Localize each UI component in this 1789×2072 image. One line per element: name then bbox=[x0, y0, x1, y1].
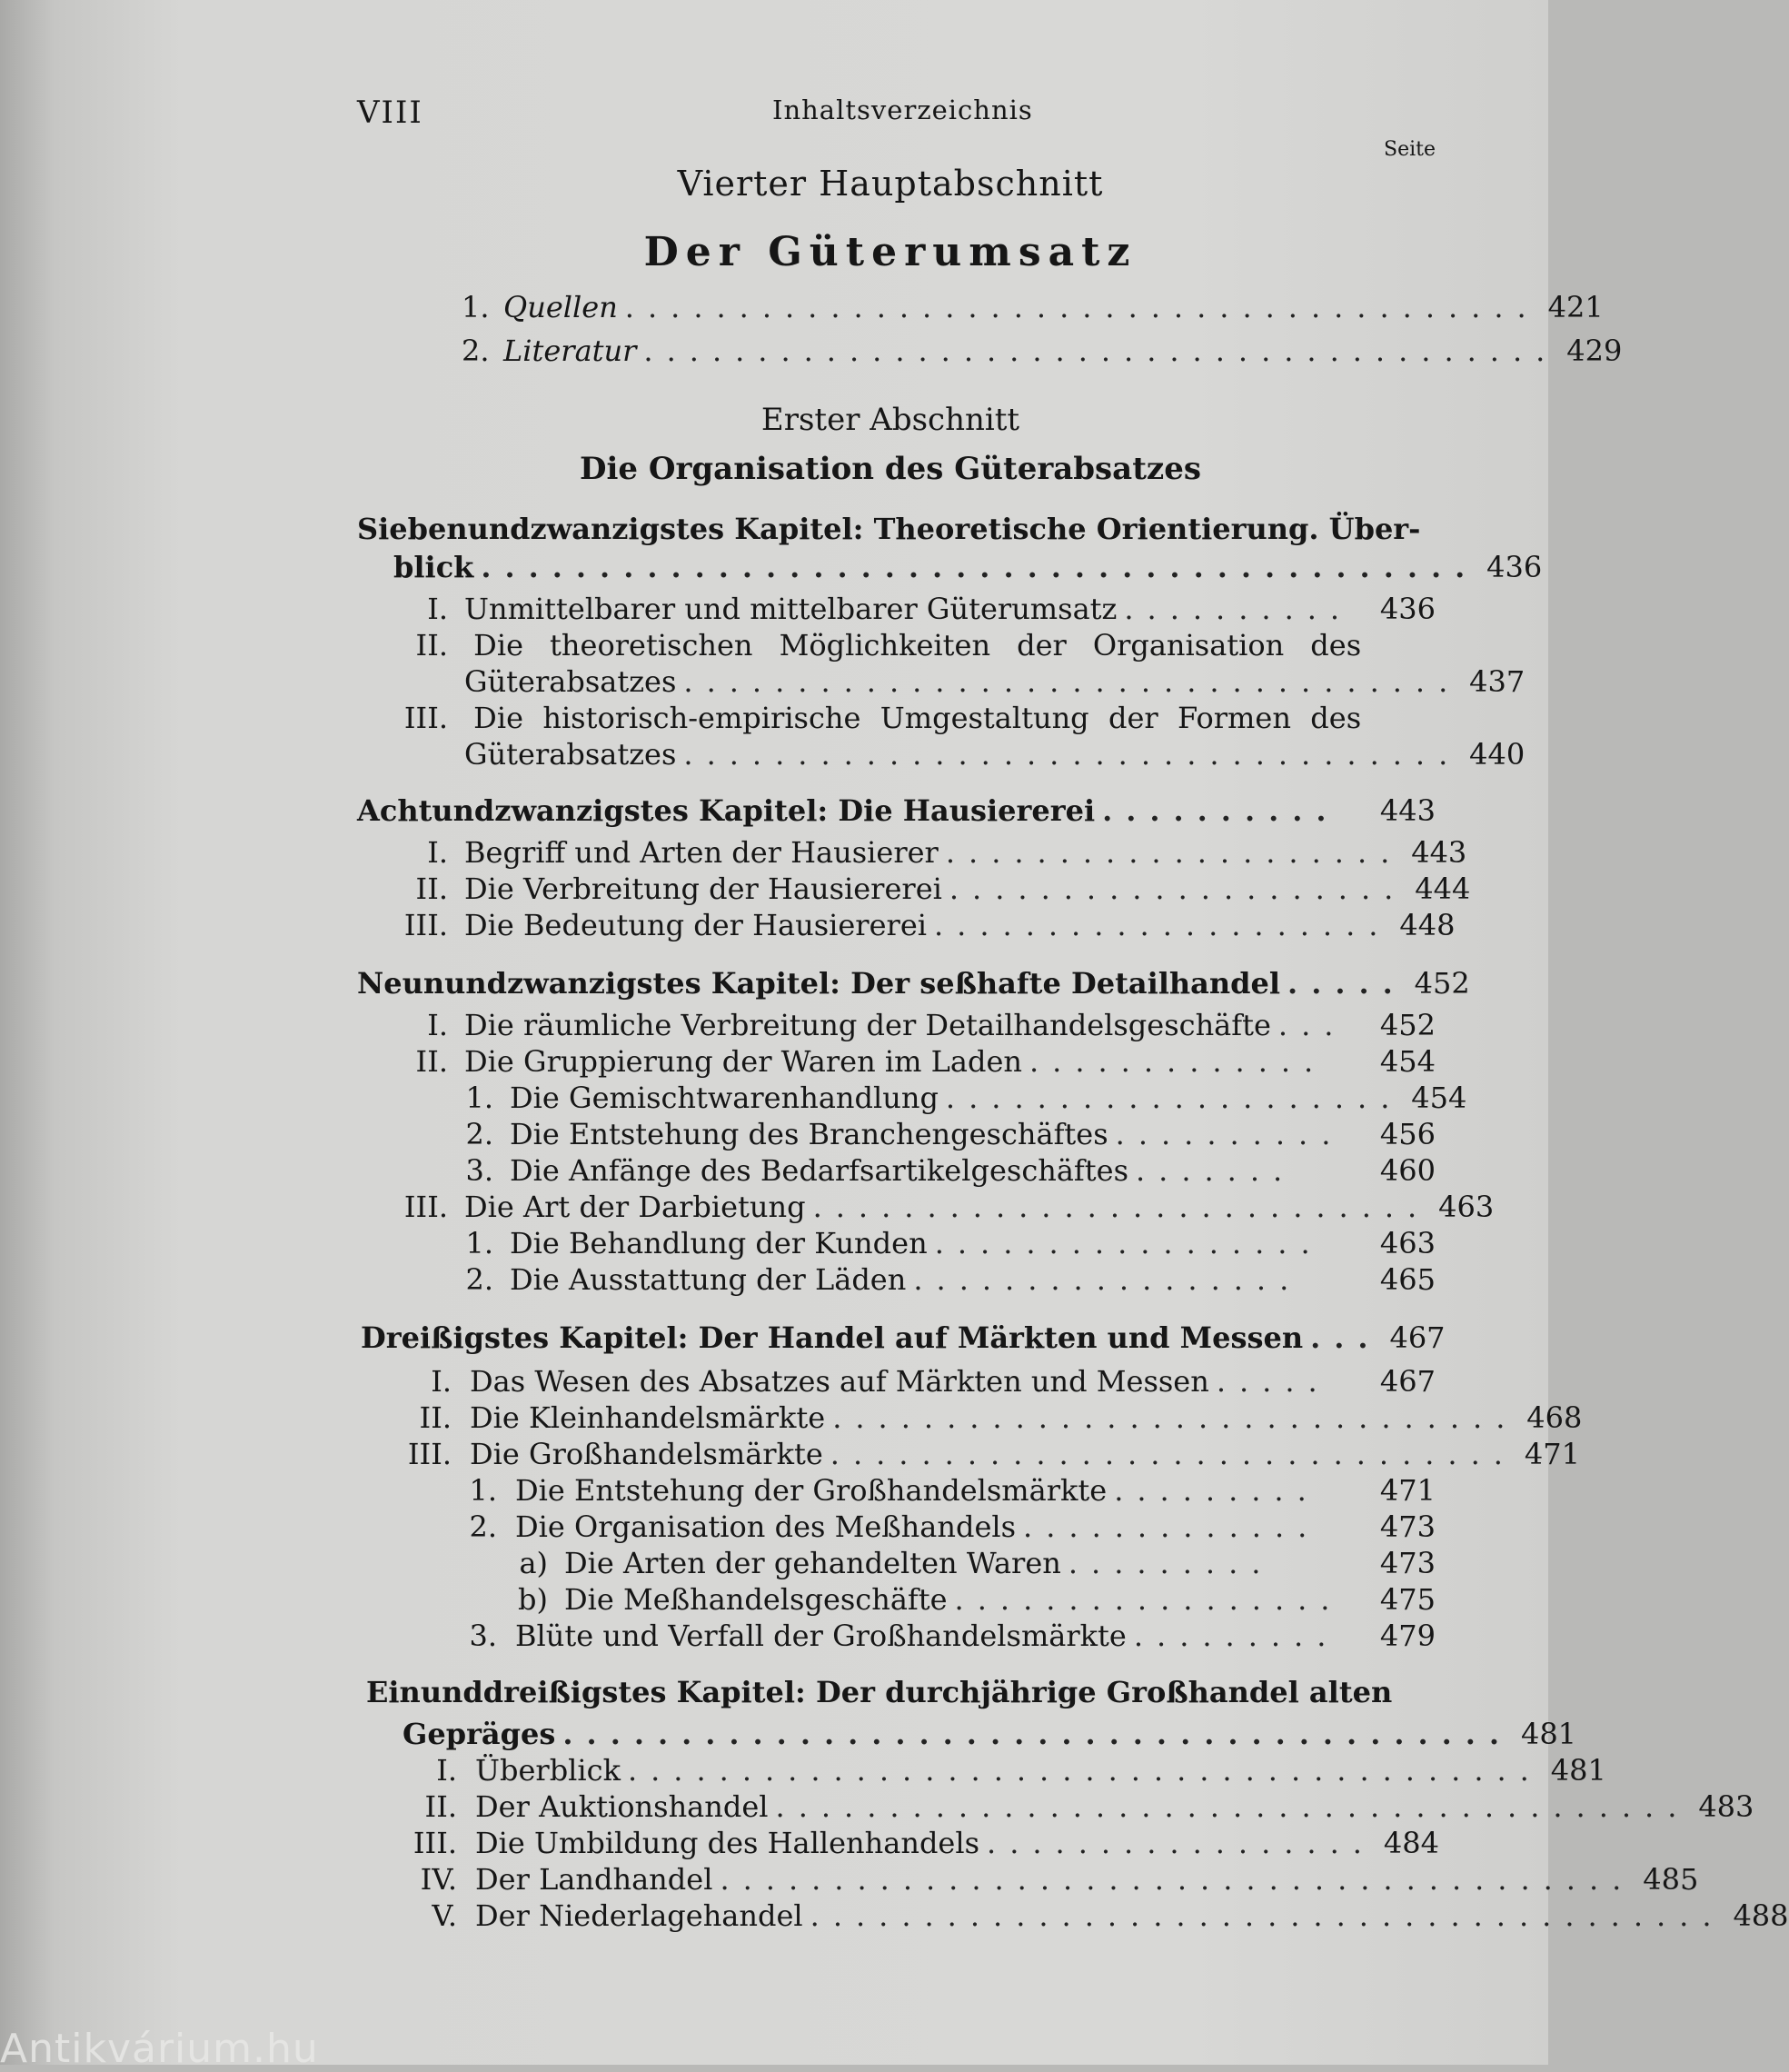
section-title: Die Organisation des Güterabsatzes bbox=[579, 451, 1202, 487]
entry-page: 443 bbox=[1411, 835, 1467, 870]
entry-page: 473 bbox=[1379, 1509, 1436, 1544]
entry-page: 436 bbox=[1379, 592, 1436, 626]
entry-title: Die Kleinhandelsmärkte bbox=[470, 1400, 826, 1435]
chapter-page: 443 bbox=[1379, 793, 1436, 828]
leader-dots: ........................... bbox=[812, 1190, 1431, 1224]
chapter-27-title-line1: Siebenundzwanzigstes Kapitel: Theoretische Orientierung. Über- bbox=[357, 512, 1421, 546]
entry-title: Die Großhandelsmärkte bbox=[470, 1437, 823, 1471]
toc-entry bbox=[357, 907, 1456, 943]
leader-dots: ......... bbox=[1133, 1619, 1340, 1653]
toc-entry-multiline bbox=[357, 627, 1436, 663]
entry-page: 444 bbox=[1415, 872, 1471, 906]
toc-entry-sub bbox=[357, 1472, 1436, 1509]
leader-dots: .................... bbox=[945, 1081, 1404, 1115]
chapter-31-entry bbox=[357, 1716, 1577, 1752]
leader-dots: ........................................ bbox=[643, 334, 1559, 368]
entry-page: 485 bbox=[1643, 1862, 1699, 1897]
entry-page: 429 bbox=[1566, 334, 1623, 368]
entry-number: III. bbox=[403, 908, 448, 942]
toc-entry-sub bbox=[357, 1116, 1436, 1152]
entry-page: 465 bbox=[1379, 1262, 1436, 1297]
leader-dots: .............................. bbox=[832, 1400, 1519, 1435]
leader-dots: ..... bbox=[1287, 966, 1406, 1001]
entry-page: 481 bbox=[1550, 1753, 1606, 1788]
chapter-title: Dreißigstes Kapitel: Der Handel auf Märkten und Messen bbox=[361, 1320, 1304, 1355]
running-title: Inhaltsverzeichnis bbox=[772, 95, 1033, 125]
toc-entry bbox=[357, 1043, 1436, 1080]
leader-dots: ......... bbox=[1114, 1473, 1320, 1508]
entry-page: 473 bbox=[1379, 1546, 1436, 1580]
entry-number: 1. bbox=[469, 1473, 497, 1508]
toc-entry bbox=[357, 1752, 1606, 1788]
entry-title: Begriff und Arten der Hausierer bbox=[464, 835, 939, 870]
chapter-page: 452 bbox=[1414, 966, 1470, 1001]
entry-page: 456 bbox=[1379, 1117, 1436, 1151]
entry-title: Die Art der Darbietung bbox=[464, 1190, 806, 1224]
entry-number: I. bbox=[427, 1008, 448, 1042]
watermark: Antikvárium.hu bbox=[0, 2026, 319, 2072]
toc-entry bbox=[357, 1189, 1495, 1225]
chapter-title: Neunundzwanzigstes Kapitel: Der seßhafte Detailhandel bbox=[357, 966, 1281, 1001]
toc-entry-subsub bbox=[357, 1581, 1436, 1618]
entry-number: 3. bbox=[465, 1153, 493, 1188]
leader-dots: ........................................ bbox=[627, 1753, 1543, 1788]
entry-title: Güterabsatzes bbox=[464, 664, 677, 699]
entry-number: II. bbox=[415, 628, 448, 662]
entry-number: III. bbox=[412, 1826, 457, 1860]
chapter-31-title-line1: Einunddreißigstes Kapitel: Der durchjährige Großhandel alten bbox=[366, 1675, 1393, 1709]
entry-page: 463 bbox=[1379, 1226, 1436, 1260]
entry-number: I. bbox=[427, 835, 448, 870]
part-title: Der Güterumsatz bbox=[643, 229, 1138, 275]
entry-page: 471 bbox=[1379, 1473, 1436, 1508]
entry-page: 460 bbox=[1379, 1153, 1436, 1188]
leader-dots: ......... bbox=[1068, 1546, 1275, 1580]
toc-entry-continuation bbox=[357, 663, 1526, 700]
entry-title-line1: Die theoretischen Möglichkeiten der Organisation des bbox=[473, 628, 1362, 662]
toc-entry bbox=[357, 1898, 1789, 1934]
toc-entry bbox=[357, 1007, 1436, 1043]
leader-dots: .................... bbox=[934, 908, 1392, 942]
entry-title: Der Auktionshandel bbox=[475, 1789, 769, 1824]
entry-title: Die Ausstattung der Läden bbox=[510, 1262, 907, 1297]
entry-title: Die Entstehung des Branchengeschäftes bbox=[510, 1117, 1108, 1151]
entry-number: II. bbox=[419, 1400, 452, 1435]
chapter-page: 436 bbox=[1486, 550, 1543, 584]
leader-dots: .................... bbox=[945, 835, 1404, 870]
page-folio: VIII bbox=[357, 95, 423, 131]
toc-entry-sub bbox=[357, 1080, 1467, 1116]
entry-title: Güterabsatzes bbox=[464, 737, 677, 772]
section-label: Erster Abschnitt bbox=[760, 402, 1020, 438]
entry-page: 468 bbox=[1526, 1400, 1583, 1435]
entry-title: Quellen bbox=[503, 290, 618, 324]
entry-page: 479 bbox=[1379, 1619, 1436, 1653]
chapter-29-entry bbox=[357, 965, 1470, 1001]
entry-number: 1. bbox=[465, 1081, 493, 1115]
leader-dots: .......................................... bbox=[481, 550, 1479, 584]
leader-dots: ... bbox=[1277, 1008, 1347, 1042]
entry-title: Der Landhandel bbox=[475, 1862, 713, 1897]
chapter-title: Achtundzwanzigstes Kapitel: Die Hausiererei bbox=[357, 793, 1096, 828]
toc-entry-sub bbox=[357, 1618, 1436, 1654]
toc-entry bbox=[357, 1825, 1439, 1861]
entry-number: 2. bbox=[465, 1117, 493, 1151]
entry-number: a) bbox=[519, 1546, 548, 1580]
entry-title: Blüte und Verfall der Großhandelsmärkte bbox=[515, 1619, 1127, 1653]
entry-number: II. bbox=[415, 1044, 448, 1079]
leader-dots: .................................. bbox=[683, 664, 1462, 699]
entry-title: Die Meßhandelsgeschäfte bbox=[564, 1582, 948, 1617]
chapter-page: 481 bbox=[1520, 1717, 1577, 1751]
entry-number: II. bbox=[415, 872, 448, 906]
entry-page: 467 bbox=[1379, 1364, 1436, 1399]
chapter-28-entry bbox=[357, 792, 1436, 829]
leader-dots: ................. bbox=[913, 1262, 1303, 1297]
entry-page: 488 bbox=[1733, 1898, 1789, 1933]
toc-entry bbox=[357, 1861, 1699, 1898]
leader-dots: ....... bbox=[1135, 1153, 1297, 1188]
entry-number: 2. bbox=[469, 1509, 497, 1544]
entry-title: Die Verbreitung der Hausiererei bbox=[464, 872, 942, 906]
entry-page: 448 bbox=[1399, 908, 1456, 942]
entry-title: Die Bedeutung der Hausiererei bbox=[464, 908, 927, 942]
toc-entry-continuation bbox=[357, 736, 1526, 772]
entry-title: Literatur bbox=[503, 334, 637, 368]
entry-page: 452 bbox=[1379, 1008, 1436, 1042]
leader-dots: ........................................ bbox=[775, 1789, 1691, 1824]
leader-dots: ............. bbox=[1023, 1509, 1321, 1544]
entry-title-line1: Die historisch-empirische Umgestaltung der Formen des bbox=[473, 701, 1362, 735]
leader-dots: .......... bbox=[1124, 592, 1354, 626]
entry-number: III. bbox=[403, 1190, 448, 1224]
toc-entry-quellen: 1. Quellen ........................................ 421 bbox=[462, 290, 1604, 324]
entry-number: V. bbox=[432, 1898, 457, 1933]
toc-entry bbox=[357, 871, 1471, 907]
chapter-27-entry bbox=[357, 549, 1543, 585]
entry-title: Die Organisation des Meßhandels bbox=[515, 1509, 1017, 1544]
entry-page: 440 bbox=[1469, 737, 1526, 772]
entry-title: Das Wesen des Absatzes auf Märkten und Messen bbox=[470, 1364, 1209, 1399]
entry-number: 2. bbox=[465, 1262, 493, 1297]
leader-dots: ........................................ bbox=[810, 1898, 1725, 1933]
entry-number: I. bbox=[431, 1364, 452, 1399]
entry-title: Der Niederlagehandel bbox=[475, 1898, 803, 1933]
entry-number: 1. bbox=[465, 1226, 493, 1260]
toc-entry-sub bbox=[357, 1261, 1436, 1298]
entry-page: 421 bbox=[1547, 290, 1604, 324]
chapter-30-entry bbox=[357, 1320, 1446, 1356]
chapter-title: Gepräges bbox=[403, 1717, 556, 1751]
leader-dots: ........................................ bbox=[562, 1717, 1514, 1751]
entry-page: 483 bbox=[1698, 1789, 1754, 1824]
entry-title: Die Arten der gehandelten Waren bbox=[564, 1546, 1061, 1580]
entry-page: 484 bbox=[1383, 1826, 1439, 1860]
toc-entry-sub bbox=[357, 1152, 1436, 1189]
toc-entry-sub bbox=[357, 1225, 1436, 1261]
entry-title: Die Entstehung der Großhandelsmärkte bbox=[515, 1473, 1108, 1508]
chapter-title: blick bbox=[393, 550, 474, 584]
chapter-page: 467 bbox=[1389, 1320, 1446, 1355]
entry-page: 454 bbox=[1411, 1081, 1467, 1115]
entry-page: 437 bbox=[1469, 664, 1526, 699]
entry-page: 471 bbox=[1524, 1437, 1580, 1471]
leader-dots: .............................. bbox=[830, 1437, 1516, 1471]
page-column-label: Seite bbox=[1384, 138, 1436, 161]
entry-number: 3. bbox=[469, 1619, 497, 1653]
leader-dots: .................... bbox=[949, 872, 1407, 906]
leader-dots: .......... bbox=[1115, 1117, 1345, 1151]
entry-number: I. bbox=[427, 592, 448, 626]
leader-dots: ................. bbox=[954, 1582, 1344, 1617]
toc-entry bbox=[357, 1400, 1583, 1436]
entry-number: II. bbox=[424, 1789, 457, 1824]
toc-entry-multiline bbox=[357, 700, 1436, 736]
entry-number: I. bbox=[436, 1753, 457, 1788]
entry-page: 454 bbox=[1379, 1044, 1436, 1079]
toc-entry bbox=[357, 1436, 1580, 1472]
leader-dots: ........................................ bbox=[624, 290, 1540, 324]
entry-title: Die Gemischtwarenhandlung bbox=[510, 1081, 939, 1115]
leader-dots: ............. bbox=[1029, 1044, 1327, 1079]
entry-title: Unmittelbarer und mittelbarer Güterumsatz bbox=[464, 592, 1118, 626]
leader-dots: ................. bbox=[987, 1826, 1376, 1860]
entry-number: b) bbox=[518, 1582, 548, 1617]
leader-dots: ................. bbox=[934, 1226, 1324, 1260]
entry-title: Die Umbildung des Hallenhandels bbox=[475, 1826, 980, 1860]
toc-entry-subsub bbox=[357, 1545, 1436, 1581]
toc-entry bbox=[357, 1363, 1436, 1400]
entry-number: IV. bbox=[420, 1862, 457, 1897]
toc-entry bbox=[357, 834, 1467, 871]
leader-dots: ... bbox=[1310, 1320, 1382, 1355]
entry-title: Die räumliche Verbreitung der Detailhandelsgeschäfte bbox=[464, 1008, 1271, 1042]
leader-dots: .................................. bbox=[683, 737, 1462, 772]
entry-page: 475 bbox=[1379, 1582, 1436, 1617]
entry-title: Die Behandlung der Kunden bbox=[510, 1226, 928, 1260]
entry-title: Überblick bbox=[475, 1753, 621, 1788]
entry-title: Die Gruppierung der Waren im Laden bbox=[464, 1044, 1022, 1079]
toc-entry bbox=[357, 1788, 1754, 1825]
entry-number: III. bbox=[407, 1437, 452, 1471]
entry-page: 463 bbox=[1438, 1190, 1495, 1224]
part-label: Vierter Hauptabschnitt bbox=[677, 164, 1104, 204]
entry-number: III. bbox=[403, 701, 448, 735]
toc-entry bbox=[357, 591, 1436, 627]
leader-dots: ........................................ bbox=[720, 1862, 1635, 1897]
toc-entry-literatur: 2. Literatur ........................................ 429 bbox=[462, 334, 1623, 368]
entry-title: Die Anfänge des Bedarfsartikelgeschäftes bbox=[510, 1153, 1128, 1188]
leader-dots: ..... bbox=[1216, 1364, 1331, 1399]
toc-entry-sub bbox=[357, 1509, 1436, 1545]
leader-dots: .......... bbox=[1102, 793, 1340, 828]
